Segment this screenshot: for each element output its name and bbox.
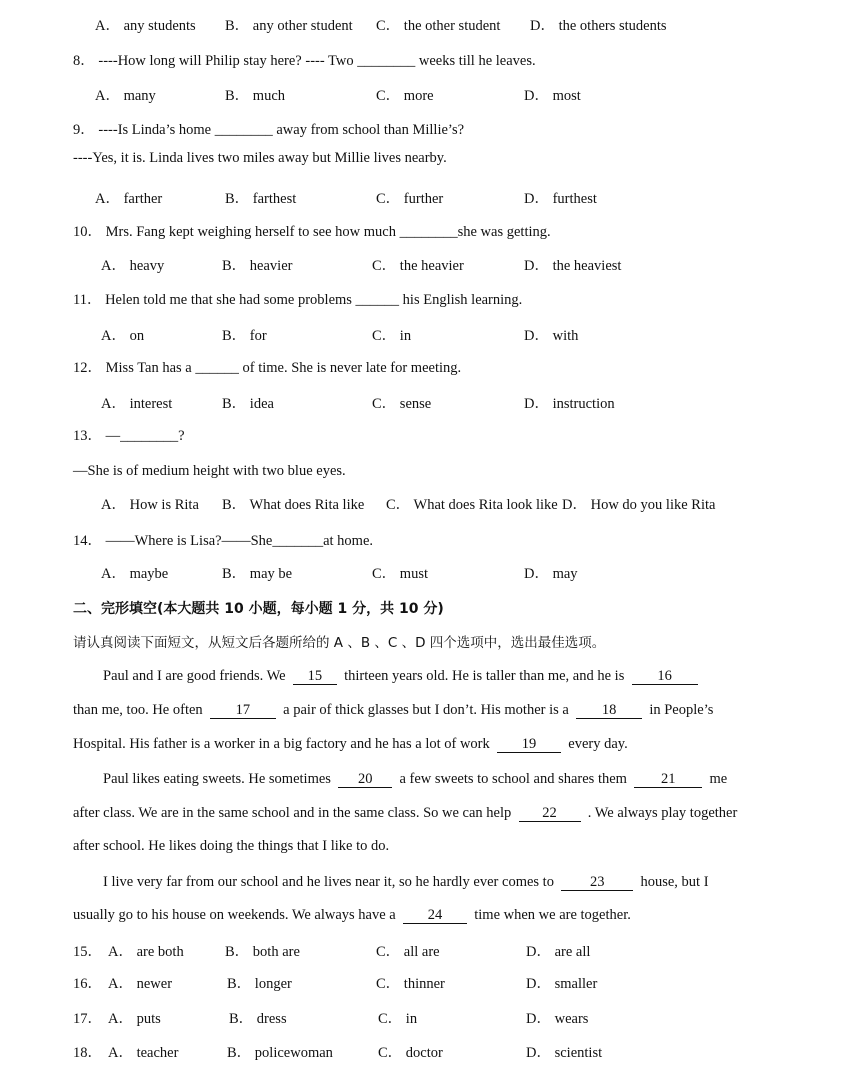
q17-option-a: A． puts bbox=[108, 1011, 161, 1027]
blank-19: 19 bbox=[497, 737, 561, 753]
passage-text: me bbox=[709, 771, 728, 787]
q8-stem: 8． ----How long will Philip stay here? ---- Two ________ weeks till he leaves. bbox=[73, 53, 536, 69]
q7-option-b: B． any other student bbox=[225, 18, 353, 34]
q12-option-d: D． instruction bbox=[524, 396, 615, 412]
q17-option-d: D． wears bbox=[526, 1011, 589, 1027]
q14-option-c: C． must bbox=[372, 566, 428, 582]
q11-option-c: C． in bbox=[372, 328, 412, 344]
passage-line-7 bbox=[103, 873, 709, 891]
q16-option-a: A． newer bbox=[108, 976, 173, 992]
q11-option-a: A． on bbox=[101, 328, 145, 344]
q18-option-d: D． scientist bbox=[526, 1045, 603, 1061]
q9-stem-reply: ----Yes, it is. Linda lives two miles away but Millie lives nearby. bbox=[73, 150, 447, 166]
passage-text: usually go to his house on weekends. We always have a bbox=[73, 907, 396, 923]
passage-line-2 bbox=[73, 701, 713, 719]
q10-option-d: D． the heaviest bbox=[524, 258, 622, 274]
q13-option-c: C． What does Rita look like bbox=[386, 497, 558, 513]
passage-text: . We always play together bbox=[587, 805, 738, 821]
passage-text: every day. bbox=[568, 736, 628, 752]
q16-option-b: B． longer bbox=[227, 976, 292, 992]
q10-option-c: C． the heavier bbox=[372, 258, 464, 274]
q9-option-a: A． farther bbox=[95, 191, 163, 207]
blank-23: 23 bbox=[561, 875, 633, 891]
q13-option-b: B． What does Rita like bbox=[222, 497, 365, 513]
blank-24: 24 bbox=[403, 908, 467, 924]
passage-text: time when we are together. bbox=[474, 907, 631, 923]
blank-21: 21 bbox=[634, 772, 702, 788]
passage-text: Hospital. His father is a worker in a big factory and he has a lot of work bbox=[73, 736, 490, 752]
blank-16: 16 bbox=[632, 669, 698, 685]
q12-stem: 12． Miss Tan has a ______ of time. She is never late for meeting. bbox=[73, 360, 462, 376]
q7-option-a: A． any students bbox=[95, 18, 196, 34]
q11-stem: 11． Helen told me that she had some problems ______ his English learning. bbox=[73, 292, 523, 308]
passage-line-4 bbox=[103, 770, 727, 788]
passage-line-8 bbox=[73, 906, 631, 924]
q17-number: 17． bbox=[73, 1011, 102, 1027]
passage-text: Paul likes eating sweets. He sometimes bbox=[103, 771, 331, 787]
q17-option-c: C． in bbox=[378, 1011, 418, 1027]
passage-line-5 bbox=[73, 804, 737, 822]
q14-option-b: B． may be bbox=[222, 566, 293, 582]
q15-number: 15． bbox=[73, 944, 102, 960]
q8-option-a: A． many bbox=[95, 88, 156, 104]
passage-text: house, but I bbox=[640, 874, 709, 890]
q16-number: 16． bbox=[73, 976, 102, 992]
q15-option-b: B． both are bbox=[225, 944, 300, 960]
q12-option-c: C． sense bbox=[372, 396, 432, 412]
passage-text: than me, too. He often bbox=[73, 702, 203, 718]
blank-22: 22 bbox=[519, 806, 581, 822]
passage-line-6: after school. He likes doing the things that I like to do. bbox=[73, 838, 390, 854]
q9-option-b: B． farthest bbox=[225, 191, 297, 207]
q9-stem: 9． ----Is Linda’s home ________ away from school than Millie’s? bbox=[73, 122, 465, 138]
passage-text: a few sweets to school and shares them bbox=[399, 771, 627, 787]
passage-line-3 bbox=[73, 735, 628, 753]
q7-option-d: D． the others students bbox=[530, 18, 667, 34]
q10-option-a: A． heavy bbox=[101, 258, 165, 274]
q13-stem-reply: —She is of medium height with two blue eyes. bbox=[73, 463, 346, 479]
q17-option-b: B． dress bbox=[229, 1011, 287, 1027]
passage-text: after class. We are in the same school and in the same class. So we can help bbox=[73, 805, 512, 821]
q15-option-a: A． are both bbox=[108, 944, 184, 960]
q10-option-b: B． heavier bbox=[222, 258, 293, 274]
passage-text: in People’s bbox=[649, 702, 714, 718]
q16-option-c: C． thinner bbox=[376, 976, 445, 992]
q7-option-c: C． the other student bbox=[376, 18, 501, 34]
q12-option-b: B． idea bbox=[222, 396, 274, 412]
q13-stem: 13． —________? bbox=[73, 428, 185, 444]
q11-option-d: D． with bbox=[524, 328, 579, 344]
passage-text: I live very far from our school and he lives near it, so he hardly ever comes to bbox=[103, 874, 554, 890]
q14-option-d: D． may bbox=[524, 566, 578, 582]
q14-option-a: A． maybe bbox=[101, 566, 169, 582]
blank-17: 17 bbox=[210, 703, 276, 719]
passage-text: a pair of thick glasses but I don’t. His mother is a bbox=[283, 702, 569, 718]
q18-option-c: C． doctor bbox=[378, 1045, 443, 1061]
q10-stem: 10． Mrs. Fang kept weighing herself to see how much ________she was getting. bbox=[73, 224, 551, 240]
q18-number: 18． bbox=[73, 1045, 102, 1061]
q8-option-d: D． most bbox=[524, 88, 581, 104]
passage-text: Paul and I are good friends. We bbox=[103, 668, 286, 684]
blank-18: 18 bbox=[576, 703, 642, 719]
q12-option-a: A． interest bbox=[101, 396, 173, 412]
blank-20: 20 bbox=[338, 772, 392, 788]
q13-option-d: D． How do you like Rita bbox=[562, 497, 716, 513]
q15-option-c: C． all are bbox=[376, 944, 440, 960]
passage-text: thirteen years old. He is taller than me, and he is bbox=[344, 668, 625, 684]
q11-option-b: B． for bbox=[222, 328, 267, 344]
q9-option-c: C． further bbox=[376, 191, 444, 207]
blank-15: 15 bbox=[293, 669, 337, 685]
passage-line-1 bbox=[103, 667, 698, 685]
q13-option-a: A． How is Rita bbox=[101, 497, 199, 513]
q9-option-d: D． furthest bbox=[524, 191, 597, 207]
section-title: 二、完形填空(本大题共 10 小题，每小题 1 分，共 10 分) bbox=[73, 601, 444, 617]
q8-option-b: B． much bbox=[225, 88, 286, 104]
q8-option-c: C． more bbox=[376, 88, 434, 104]
section-instruction: 请认真阅读下面短文，从短文后各题所给的 A 、B 、C 、D 四个选项中，选出最佳选项。 bbox=[73, 635, 606, 651]
q18-option-b: B． policewoman bbox=[227, 1045, 333, 1061]
q15-option-d: D． are all bbox=[526, 944, 591, 960]
q16-option-d: D． smaller bbox=[526, 976, 598, 992]
q18-option-a: A． teacher bbox=[108, 1045, 179, 1061]
q14-stem: 14． ——Where is Lisa?——She_______at home. bbox=[73, 533, 374, 549]
